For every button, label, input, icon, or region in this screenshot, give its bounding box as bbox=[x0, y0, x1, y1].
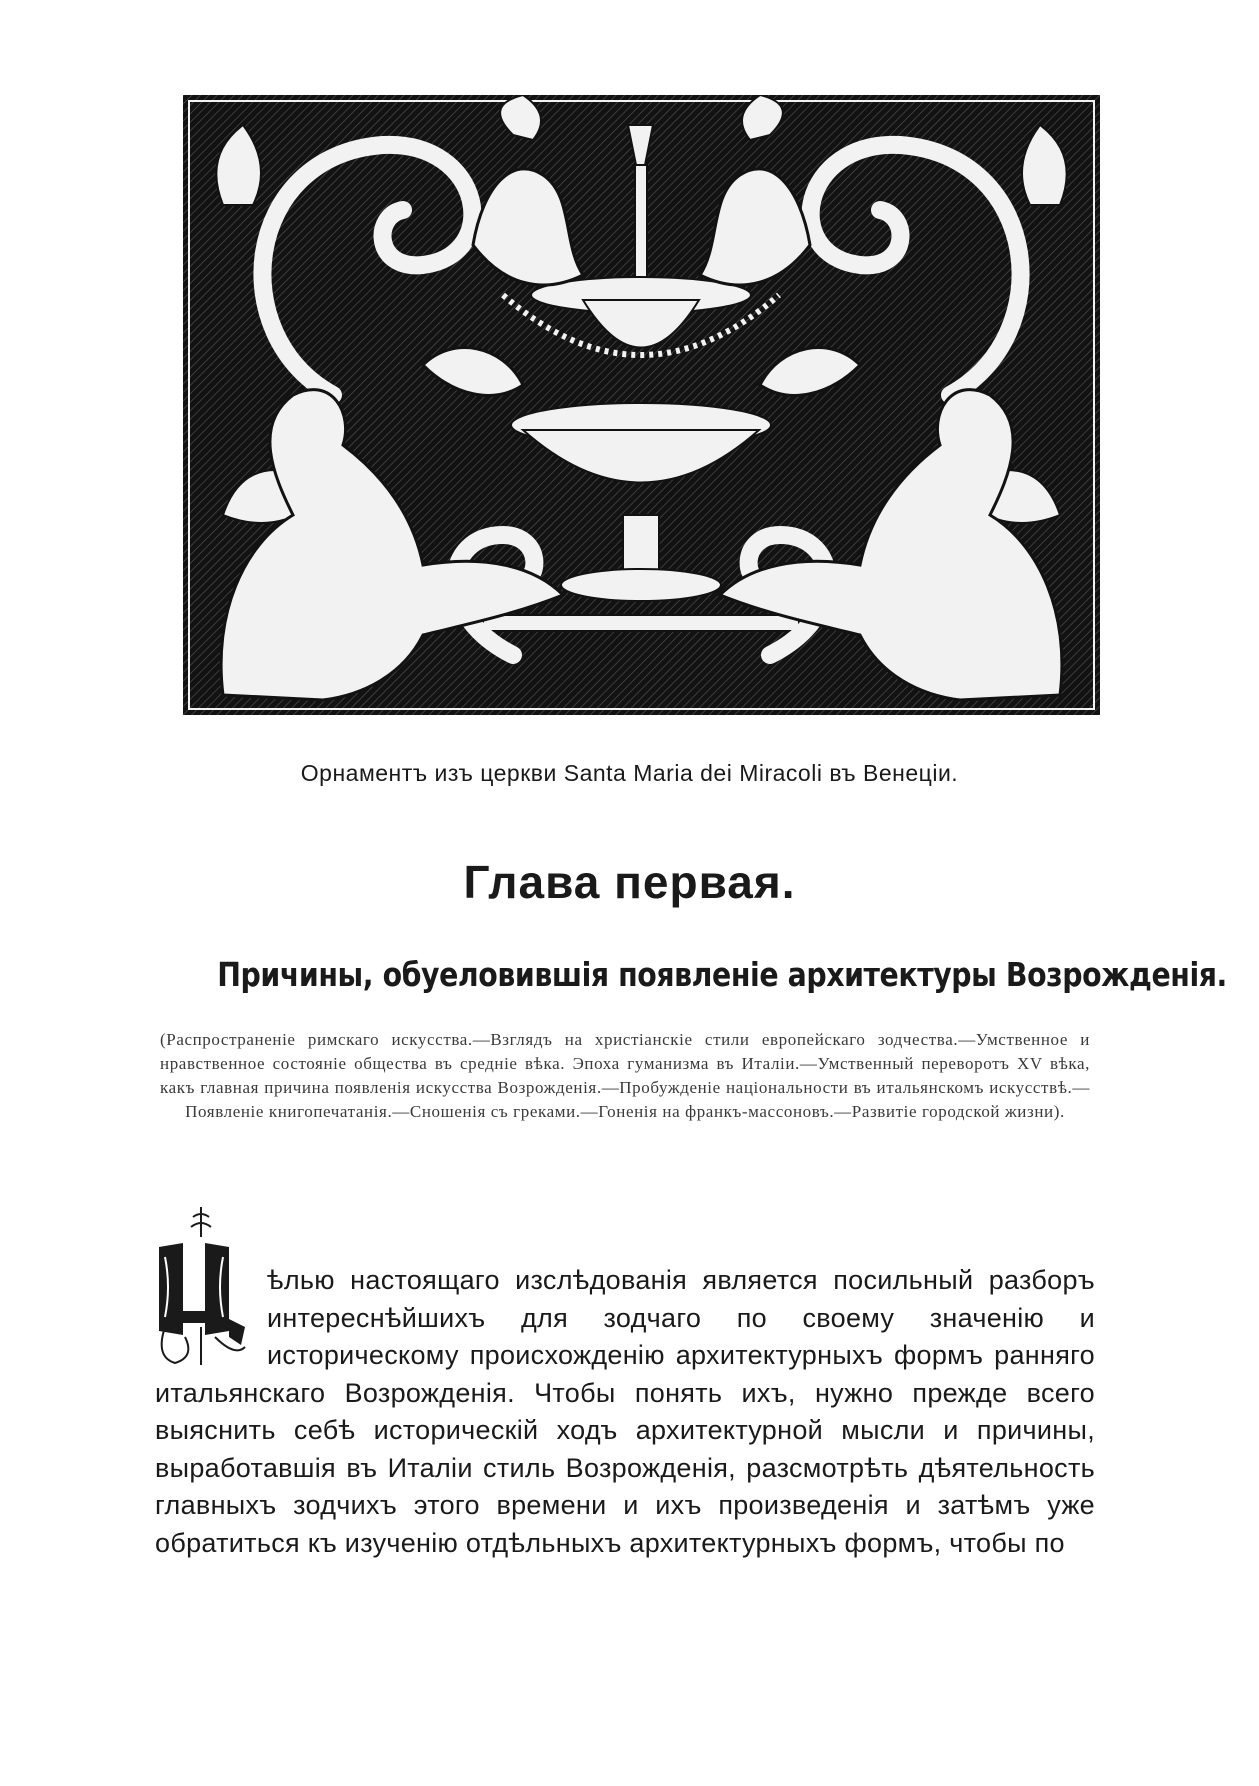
body-text: ѣлью настоящаго изслѣдованія является посильный разборъ интереснѣйшихъ для зодчаго по своему значенію и историческому происхожденію архитектурныхъ формъ ранняго итальянскаго Возрожденія. Чтобы понять ихъ, нужно прежде всего выяснить себѣ историческій ходъ архитектурной мысли и причины, выработавшія въ Италіи стиль Возрожденія, разсмотрѣть дѣятельность главныхъ зодчихъ этого времени и ихъ произведенія и затѣмъ уже обратиться къ изученію отдѣльныхъ архитектурныхъ формъ, чтобы по bbox=[155, 1265, 1095, 1558]
section-title: Причины, обуеловившія появленіе архитектуры Возрожденія. bbox=[217, 955, 1227, 994]
ornamental-drop-cap-icon bbox=[145, 1207, 257, 1365]
ornament-engraving-art bbox=[183, 95, 1100, 715]
chapter-title: Глава первая. bbox=[463, 856, 796, 908]
body-paragraph bbox=[145, 1207, 1095, 1562]
drop-cap-letter: Ц bbox=[145, 1207, 147, 1208]
figure-caption: Орнаментъ изъ церкви Santa Maria dei Miracoli въ Венеціи. bbox=[300, 760, 959, 786]
ornament-engraving bbox=[183, 95, 1100, 715]
chapter-summary: (Распространеніе римскаго искусства.—Взглядъ на христіанскіе стили европейскаго зодчества.—Умственное и нравственное состояніе общества въ средніе вѣка. Эпоха гуманизма въ Италіи.—Умственный переворотъ XV вѣка, какъ главная причина появленія искусства Возрожденія.—Пробужденіе національности въ итальянскомъ искусствѣ.—Появленіе книгопечатанія.—Сношенія съ греками.—Гоненія на франкъ-массоновъ.—Развитіе городской жизни). bbox=[160, 1030, 1090, 1121]
